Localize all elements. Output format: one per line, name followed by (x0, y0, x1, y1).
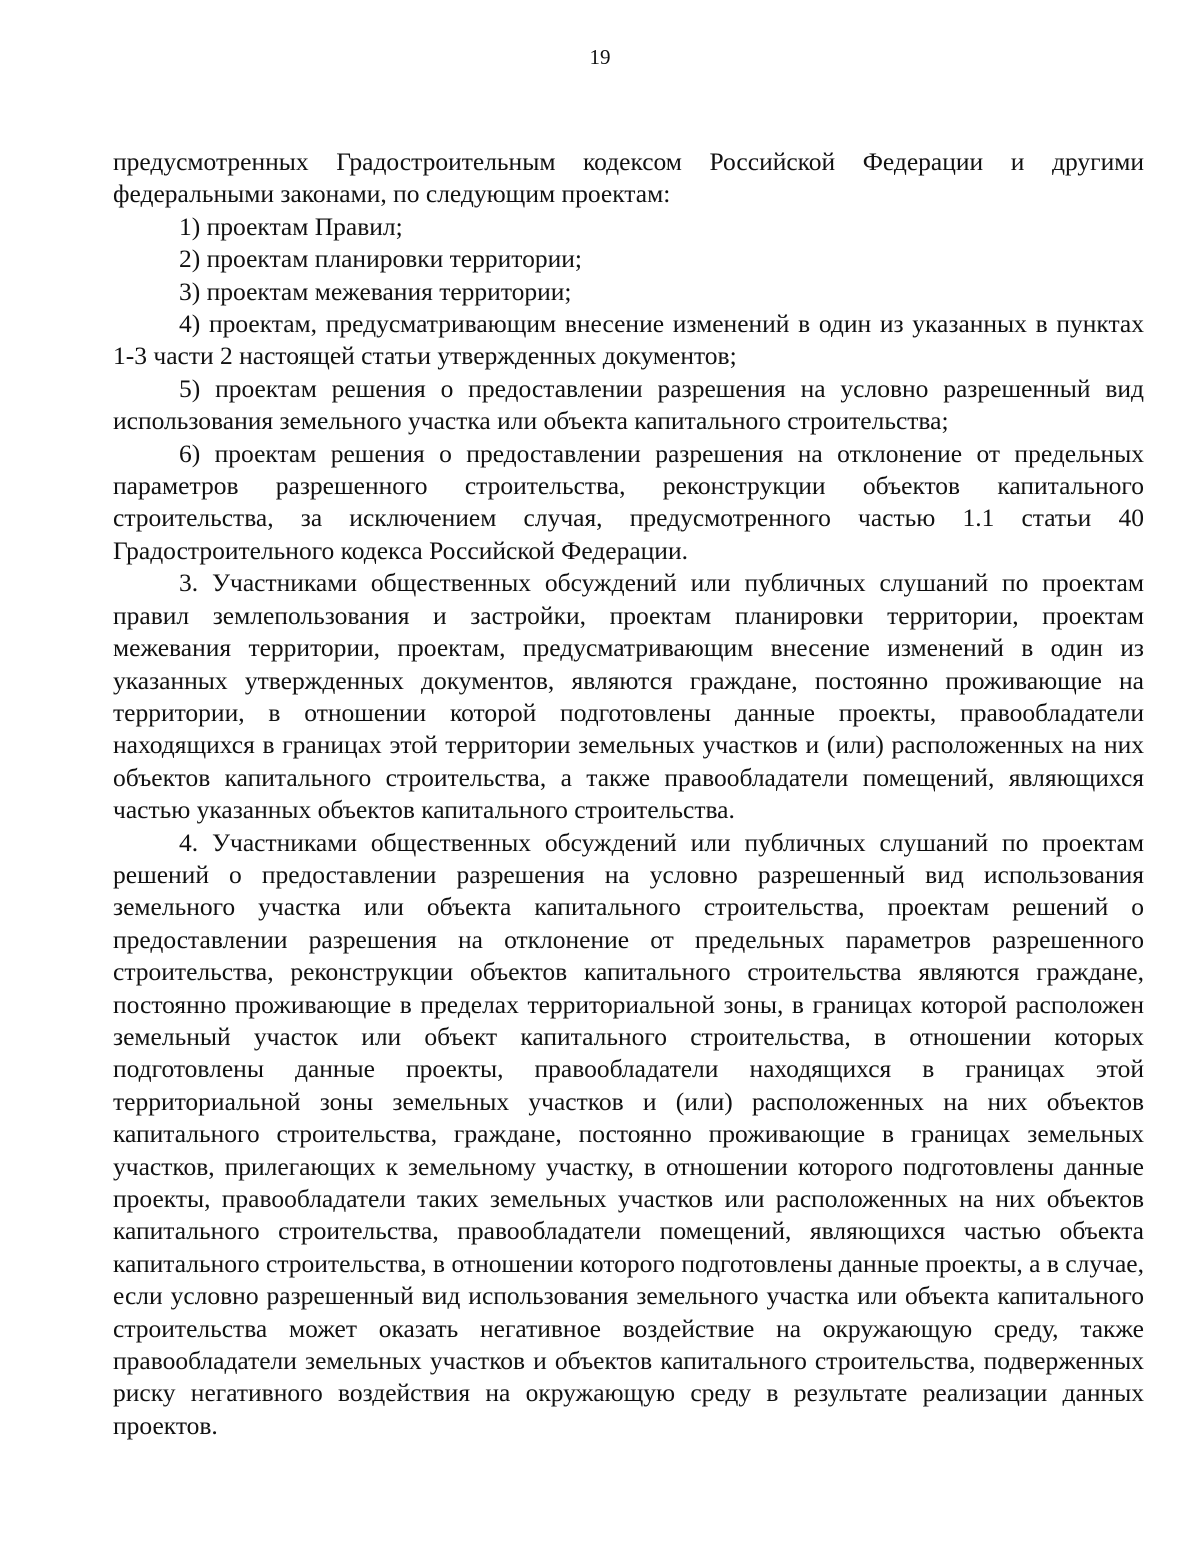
list-item-6: 6) проектам решения о предоставлении разрешения на отклонение от предельных параметров разрешенного строительства, реконструкции объектов капитального строительства, за исключением случая, предусмотренного частью 1.1 статьи 40 Градостроительного кодекса Российской Федерации. (113, 438, 1144, 565)
section-3-paragraph: 3. Участниками общественных обсуждений или публичных слушаний по проектам правил землепользования и застройки, проектам планировки территории, проектам межевания территории, проектам, предусматривающим внесение изменений в один из указанных утвержденных документов, являются граждане, постоянно проживающие на территории, в отношении которой подготовлены данные проекты, правообладатели находящихся в границах этой территории земельных участков и (или) расположенных на них объектов капитального строительства, а также правообладатели помещений, являющихся частью указанных объектов капитального строительства. (113, 568, 1144, 825)
document-body (113, 146, 1144, 1442)
page-number: 19 (589, 45, 611, 69)
list-item-1: 1) проектам Правил; (179, 211, 403, 241)
section-4-paragraph: 4. Участниками общественных обсуждений или публичных слушаний по проектам решений о предоставлении разрешения на условно разрешенный вид использования земельного участка или объекта капитального строительства, проектам решений о предоставлении разрешения на отклонение от предельных параметров разрешенного строительства, реконструкции объектов капитального строительства являются граждане, постоянно проживающие в пределах территориальной зоны, в границах которой расположен земельный участок или объект капитального строительства, в отношении которых подготовлены данные проекты, правообладатели находящихся в границах этой территориальной зоны земельных участков и (или) расположенных на них объектов капитального строительства, граждане, постоянно проживающие в границах земельных участков, прилегающих к земельному участку, в отношении которого подготовлены данные проекты, правообладатели таких земельных участков или расположенных на них объектов капитального строительства, правообладатели помещений, являющихся частью объекта капитального строительства, в отношении которого подготовлены данные проекты, а в случае, если условно разрешенный вид использования земельного участка или объекта капитального строительства может оказать негативное воздействие на окружающую среду, также правообладатели земельных участков и объектов капитального строительства, подверженных риску негативного воздействия на окружающую среду в результате реализации данных проектов. (113, 827, 1144, 1440)
list-item-5: 5) проектам решения о предоставлении разрешения на условно разрешенный вид использования земельного участка или объекта капитального строительства; (113, 373, 1144, 436)
intro-paragraph: предусмотренных Градостроительным кодексом Российской Федерации и другими федеральными законами, по следующим проектам: (113, 147, 1144, 209)
list-item-4: 4) проектам, предусматривающим внесение изменений в один из указанных в пунктах 1-3 части 2 настоящей статьи утвержденных документов; (113, 309, 1144, 371)
list-item-3: 3) проектам межевания территории; (179, 276, 572, 306)
list-item-2: 2) проектам планировки территории; (179, 244, 582, 274)
